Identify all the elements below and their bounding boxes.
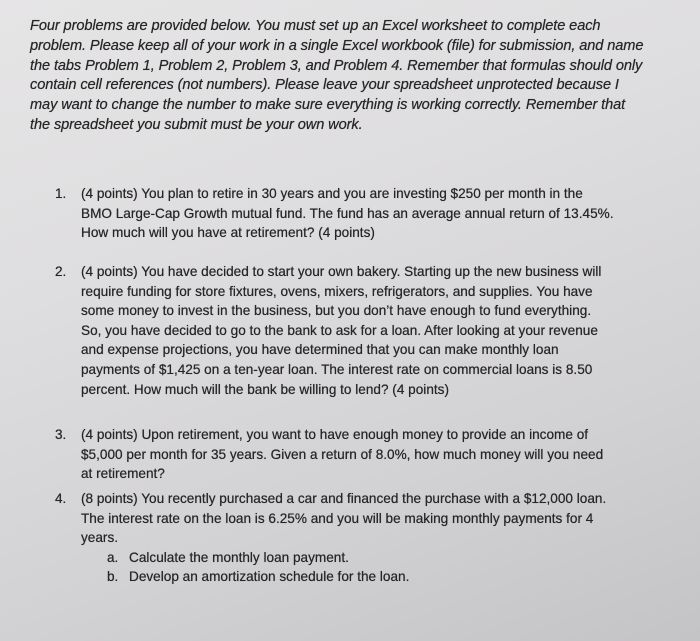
- problem-line: and expense projections, you have determined that you can make monthly loan: [81, 342, 559, 358]
- subitem-letter: b.: [107, 569, 119, 585]
- instructions-line: the tabs Problem 1, Problem 2, Problem 3, and Problem 4. Remember that formulas should only: [30, 57, 643, 74]
- problem-line: payments of $1,425 on a ten-year loan. The interest rate on commercial loans is 8.50: [81, 361, 593, 377]
- subitem-letter: a.: [107, 549, 119, 565]
- subitem-b: [107, 567, 606, 587]
- instructions-line: contain cell references (not numbers). Please leave your spreadsheet unprotected because I: [30, 77, 619, 94]
- subitem-text: Develop an amortization schedule for the loan.: [129, 569, 410, 585]
- problem-line: years.: [81, 530, 119, 546]
- instructions-paragraph: [30, 17, 643, 136]
- problem-number: 4.: [55, 491, 67, 506]
- problem-line: require funding for store fixtures, ovens, mixers, refrigerators, and supplies. You have: [81, 283, 593, 299]
- problem-line: (4 points) You plan to retire in 30 years and you are investing $250 per month in the: [81, 186, 583, 201]
- problem-line: at retirement?: [81, 466, 165, 482]
- problem-line: (4 points) You have decided to start your own bakery. Starting up the new business will: [81, 264, 602, 279]
- problem-number: 3.: [55, 427, 67, 442]
- problem-line: How much will you have at retirement? (4 points): [81, 225, 375, 241]
- problem-line: percent. How much will the bank be willing to lend? (4 points): [81, 381, 449, 397]
- subitem-a: [107, 548, 606, 568]
- problem-line: The interest rate on the loan is 6.25% and you will be making monthly payments for 4: [81, 510, 594, 526]
- problem-number: 1.: [55, 186, 67, 201]
- problem-line: (4 points) Upon retirement, you want to have enough money to provide an income of: [81, 427, 589, 442]
- problem-4: [55, 489, 606, 587]
- instructions-line: Four problems are provided below. You must set up an Excel worksheet to complete each: [30, 18, 601, 34]
- problem-line: BMO Large-Cap Growth mutual fund. The fund has an average annual return of 13.45%.: [81, 205, 614, 221]
- problem-3: [55, 425, 603, 484]
- problem-line: $5,000 per month for 35 years. Given a return of 8.0%, how much money will you need: [81, 446, 604, 462]
- instructions-line: the spreadsheet you submit must be your own work.: [30, 116, 363, 133]
- instructions-line: may want to change the number to make sure everything is working correctly. Remember that: [30, 97, 626, 114]
- problem-2: [55, 262, 601, 399]
- problem-number: 2.: [55, 264, 67, 279]
- problem-line: some money to invest in the business, but you don’t have enough to fund everything.: [81, 303, 592, 319]
- problem-line: (8 points) You recently purchased a car and financed the purchase with a $12,000 loan.: [81, 491, 607, 506]
- problem-line: So, you have decided to go to the bank to ask for a loan. After looking at your revenue: [81, 322, 598, 338]
- instructions-line: problem. Please keep all of your work in a single Excel workbook (file) for submission, and name: [30, 37, 644, 54]
- subitem-text: Calculate the monthly loan payment.: [129, 549, 349, 565]
- problem-1: [55, 184, 614, 243]
